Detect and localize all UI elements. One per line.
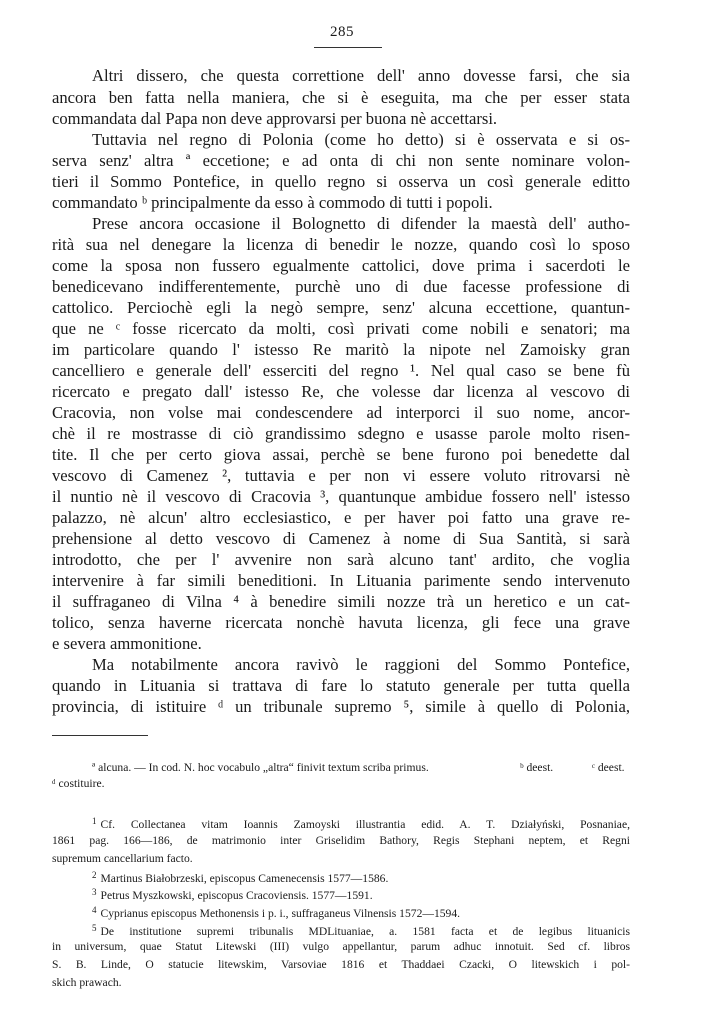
body-line: tolico, senza haverne ricercata nonchè havuta licenza, gli fece una grave: [52, 613, 630, 632]
body-line: vescovo di Camenez ², tuttavia e per non vi essere voluto ritrovarsi nè: [52, 466, 630, 485]
body-line: benedicevano indifferentemente, purchè uno di due facesse professione di: [52, 277, 630, 296]
footnote-line: [92, 921, 630, 939]
footnote-text: De institutione supremi tribunalis MDLituaniae, a. 1581 facta et de legibus lituanicis: [100, 925, 630, 938]
body-line: Prese ancora occasione il Bolognetto di difender la maestà dell' autho-: [92, 214, 630, 233]
body-line: Cracovia, non volse mai condescendere ad interporci il suo nome, ancor-: [52, 403, 630, 422]
body-line: Altri dissero, che questa correttione dell' anno dovesse farsi, che sia: [92, 66, 630, 85]
body-line: que ne ᶜ fosse ricercato da molti, così privati come nobili e senatori; ma: [52, 319, 630, 338]
body-line: prehensione al detto vescovo di Camenez à nome di Sua Santità, si sarà: [52, 529, 630, 548]
body-line: commandato ᵇ principalmente da esso à commodo di tutti i popoli.: [52, 193, 493, 212]
body-line: ancora ben fatta nella maniera, che si è eseguita, ma che per esser stata: [52, 88, 630, 107]
footnote-line: in universum, quae Statut Litewski (III) vulgo appellantur, parum adhuc innotuit. Sed cf. libros: [52, 940, 630, 953]
body-line: quando in Lituania si trattava di fare lo statuto generale per tutta quella: [52, 676, 630, 695]
body-line: serva senz' altra ª eccetione; e ad onta di chi non sente nominare volon-: [52, 151, 630, 170]
footnote-line: [92, 885, 373, 903]
apparatus-note-c: ᶜ deest.: [592, 761, 625, 774]
footnote-number: 4: [92, 905, 97, 915]
header-rule: [314, 47, 382, 48]
body-line: come la sposa non fussero egualmente cattolici, dove prima i sacerdoti le: [52, 256, 630, 275]
body-line: cattolico. Perciochè egli la negò sempre, senz' alcuna eccettione, quantun-: [52, 298, 630, 317]
body-line: e severa ammonitione.: [52, 634, 202, 653]
body-line: palazzo, nè alcun' altro ecclesiastico, e per haver poi fatto una grave re-: [52, 508, 630, 527]
body-line: Tuttavia nel regno di Polonia (come ho detto) si è osservata e si os-: [92, 130, 630, 149]
page-number: 285: [330, 24, 354, 40]
footnote-line: 1861 pag. 166—186, de matrimonio inter Griselidim Bathory, Regis Stephani neptem, et Regni: [52, 834, 630, 847]
apparatus-note-b: ᵇ deest.: [520, 761, 554, 774]
footnote-line: skich prawach.: [52, 976, 122, 989]
footnote-number: 1: [92, 816, 97, 826]
apparatus-note-d: ᵈ costituire.: [52, 777, 105, 790]
footnote-line: [92, 903, 460, 921]
footnote-line: [92, 814, 630, 832]
footnote-number: 2: [92, 870, 97, 880]
body-line: tieri il Sommo Pontefice, in quello regno si osserva un così generale editto: [52, 172, 630, 191]
body-line: il nuntio nè il vescovo di Cracovia ³, quantunque ambidue fossero nell' istesso: [52, 487, 630, 506]
body-line: il suffraganeo di Vilna ⁴ à benedire simili nozze trà un heretico e un cat-: [52, 592, 630, 611]
body-line: im particolare quando l' istesso Re maritò la nipote nel Zamoisky gran: [52, 340, 630, 359]
footnote-number: 3: [92, 887, 97, 897]
footnote-text: Cf. Collectanea vitam Ioannis Zamoyski illustrantia edid. A. T. Działyński, Posnaniae,: [100, 818, 630, 831]
footnote-separator: [52, 735, 148, 736]
footnote-text: Martinus Białobrzeski, episcopus Camenecensis 1577—1586.: [100, 872, 389, 885]
body-line: provincia, di istituire ᵈ un tribunale supremo ⁵, simile à quello di Polonia,: [52, 697, 630, 716]
footnote-number: 5: [92, 923, 97, 933]
footnote-line: [92, 868, 388, 886]
body-line: tite. Il che per certo giova assai, perchè se bene furono poi benedette dal: [52, 445, 630, 464]
body-line: commandata dal Papa non deve approvarsi per buona nè accettarsi.: [52, 109, 498, 128]
footnote-text: Cyprianus episcopus Methonensis i p. i., suffraganeus Vilnensis 1572—1594.: [100, 907, 461, 920]
body-line: intervenire à far simili beneditioni. In Lituania parimente sendo intervenuto: [52, 571, 630, 590]
footnote-text: Petrus Myszkowski, episcopus Cracoviensis. 1577—1591.: [100, 889, 373, 902]
apparatus-note-a: ª alcuna. — In cod. N. hoc vocabulo „altra“ finivit textum scriba primus.: [92, 761, 429, 774]
body-line: chè il re mostrasse di ciò grandissimo sdegno e usasse parole molto risen-: [52, 424, 630, 443]
body-line: introdotto, che per l' avvenire non sarà alcuno tant' ardito, che voglia: [52, 550, 630, 569]
body-line: Ma notabilmente ancora ravivò le raggioni del Sommo Pontefice,: [92, 655, 630, 674]
body-line: rità sua nel denegare la licenza di benedir le nozze, quando così lo sposo: [52, 235, 630, 254]
footnote-line: S. B. Linde, O statucie litewskim, Varsoviae 1816 et Thaddaei Czacki, O litewskich i pol-: [52, 958, 630, 971]
body-line: ricercato e pregato dall' istesso Re, che volesse dar licenza al vescovo di: [52, 382, 630, 401]
body-line: cancelliero e generale dell' esserciti del regno ¹. Nel qual caso se bene fù: [52, 361, 630, 380]
footnote-line: supremum cancellarium facto.: [52, 852, 193, 865]
